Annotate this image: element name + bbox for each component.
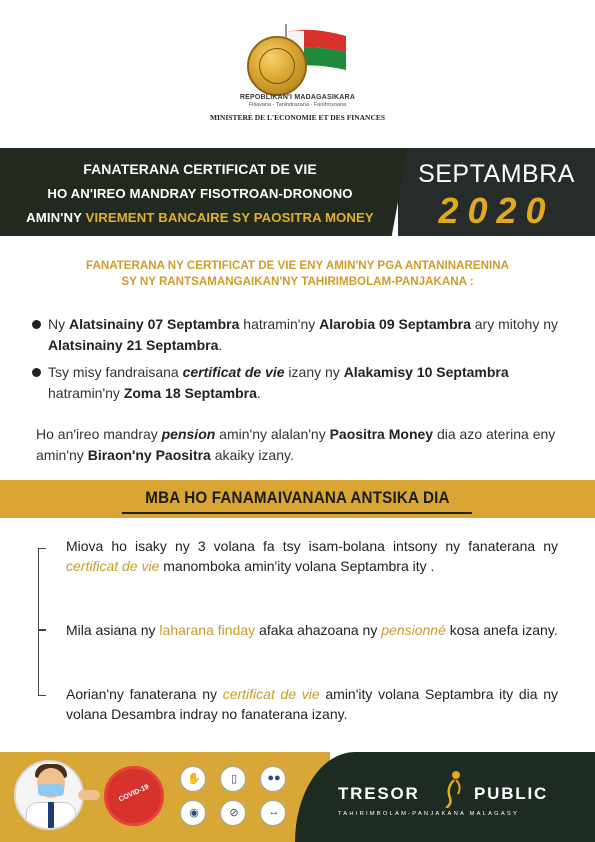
brand-tresor: TRESOR — [338, 784, 420, 803]
section-underline — [122, 512, 472, 514]
logo-header — [0, 0, 595, 140]
list-item: Ny Alatsinainy 07 Septambra hatramin'ny Alarobia 09 Septambra ary mitohy ny Alatsinainy 21 Septambra. — [32, 314, 572, 356]
intro-line-2: SY NY RANTSAMANGAIKAN'NY TAHIRIMBOLAM-PANJAKANA : — [121, 275, 474, 288]
bracket-decoration — [38, 548, 46, 696]
bracket-tick — [38, 629, 46, 631]
year-label: 2020 — [438, 190, 555, 231]
brand-subtitle: TAHIRIMBOLAM-PANJAKANA MALAGASY — [338, 811, 520, 817]
republic-name: REPOBLIKAN'I MADAGASIKARA — [239, 94, 356, 101]
tresor-public-logo-icon — [436, 768, 470, 808]
info-point-2: Mila asiana ny laharana finday afaka ahazoana ny pensionné kosa anefa izany. — [66, 622, 558, 638]
ministry-name: MINISTERE DE L'ECONOMIE ET DES FINANCES — [209, 113, 386, 122]
no-handshake-icon: ⊘ — [220, 800, 246, 826]
distance-icon: ●● — [260, 766, 286, 792]
section-title: MBA HO FANAMAIVANANA ANTSIKA DIA — [145, 489, 450, 507]
spacing-icon: ↔ — [260, 800, 286, 826]
month-label: SEPTAMBRA — [418, 160, 575, 188]
title-line-3: AMIN'NY VIREMENT BANCAIRE SY PAOSITRA MONEY — [26, 210, 374, 225]
pension-note: Ho an'ireo mandray pension amin'ny alalan'ny Paositra Money dia azo aterina eny amin'ny Biraon'ny Paositra akaiky izany. — [36, 426, 556, 463]
title-line-1: FANATERANA CERTIFICAT DE VIE — [83, 161, 317, 177]
bullet-icon — [32, 368, 41, 377]
republic-motto: Fitiavana - Tanindrazana - Fandrosoana — [248, 102, 347, 108]
intro-line-1: FANATERANA NY CERTIFICAT DE VIE ENY AMIN'NY PGA ANTANINARENINA — [86, 259, 509, 272]
info-point-3: Aorian'ny fanaterana ny certificat de vie amin'ity volana Septambra ity dia ny volana Desambra indray no fanaterana izany. — [66, 686, 559, 722]
doctor-avatar-icon — [14, 760, 84, 830]
title-line-2: HO AN'IREO MANDRAY FISOTROAN-DRONONO — [47, 186, 353, 201]
hand-wash-icon: ✋ — [180, 766, 206, 792]
schedule-list — [32, 314, 572, 410]
sanitizer-icon: ▯ — [220, 766, 246, 792]
info-point-1: Miova ho isaky ny 3 volana fa tsy isam-bolana intsony ny fanaterana ny certificat de vie manomboka amin'ity volana Septambra ity . — [66, 538, 558, 574]
title-band — [0, 148, 595, 236]
covid-label: COVID-19 — [117, 783, 151, 804]
bullet-icon — [32, 320, 41, 329]
republic-seal-icon — [247, 36, 307, 96]
brand-public: PUBLIC — [474, 784, 549, 803]
list-item: Tsy misy fandraisana certificat de vie izany ny Alakamisy 10 Septambra hatramin'ny Zoma 18 Septambra. — [32, 362, 572, 404]
pointing-arm-icon — [78, 790, 100, 800]
mask-icon: ◉ — [180, 800, 206, 826]
